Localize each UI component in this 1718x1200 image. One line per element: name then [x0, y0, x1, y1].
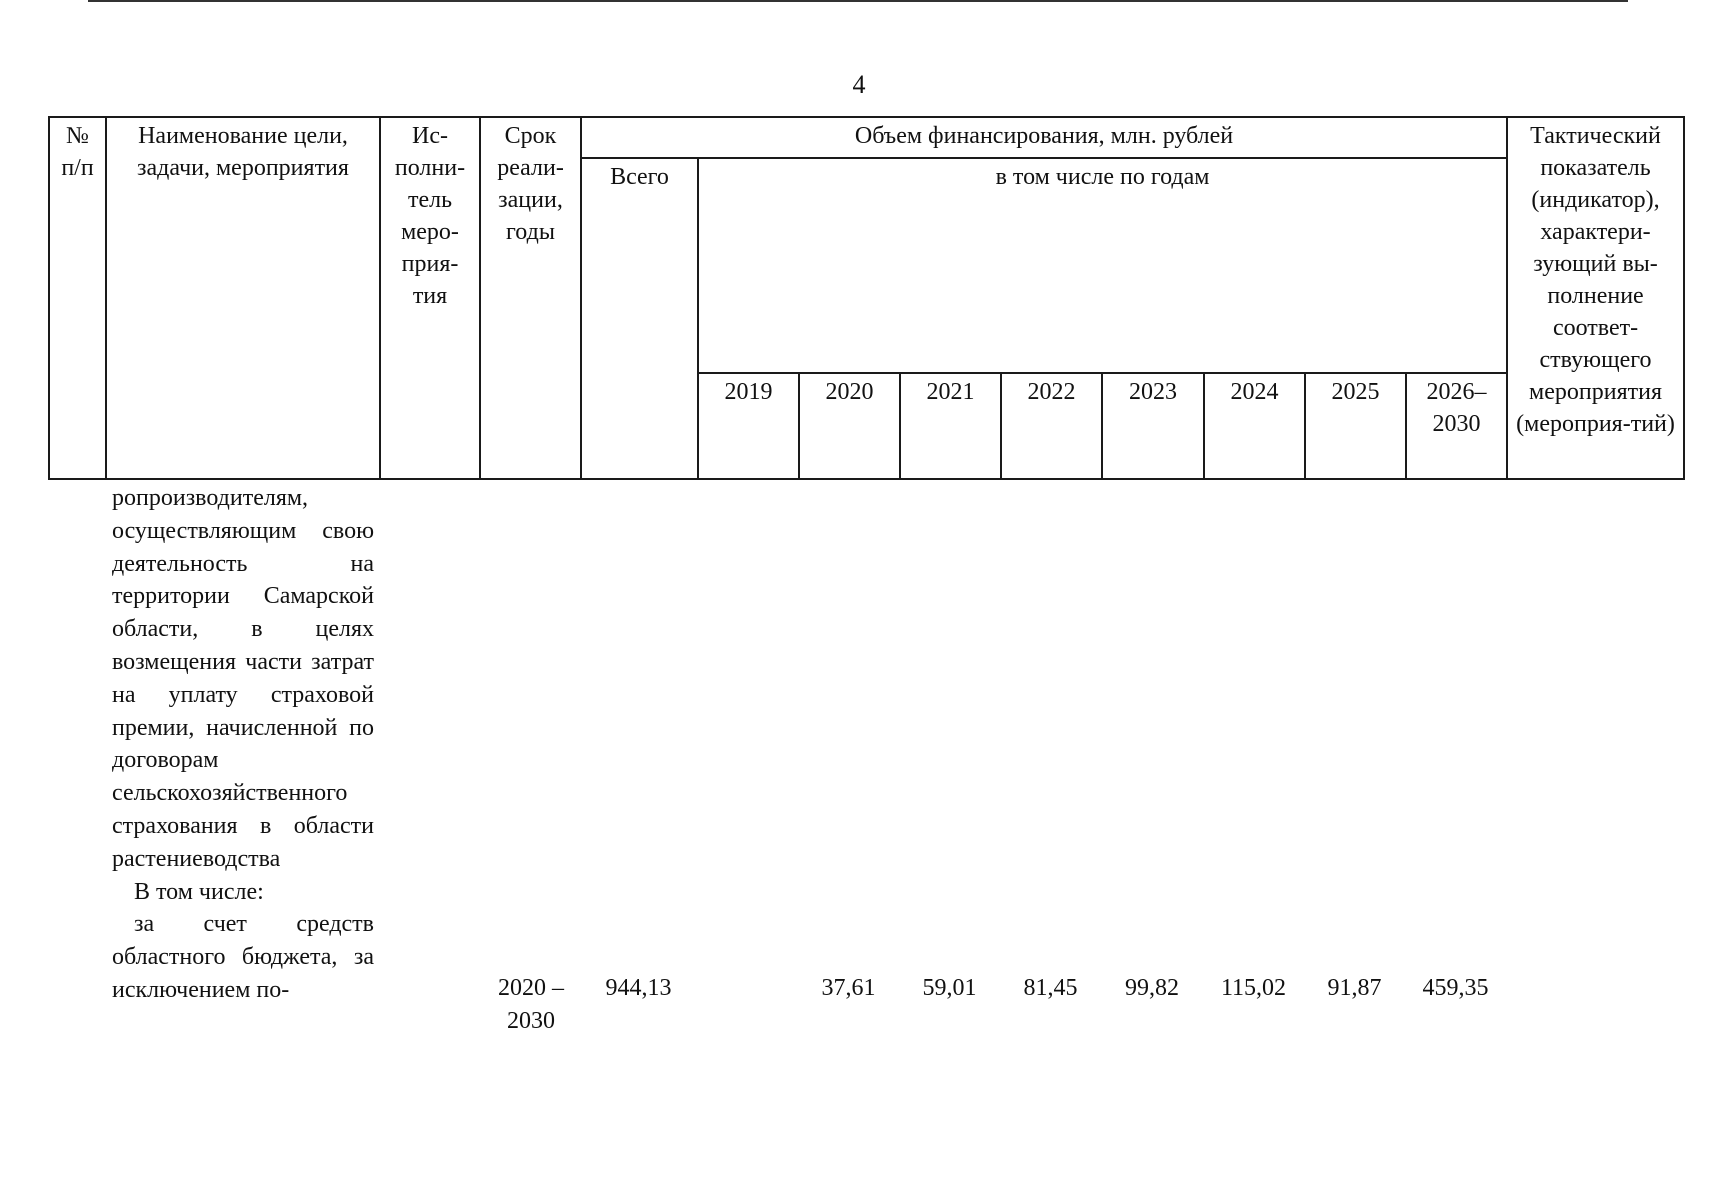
header-year-2022: 2022 — [1001, 373, 1102, 479]
row-period: 2020 – 2030 — [498, 975, 564, 1034]
row-description: ропроизводителям, осуществляющим свою деятельность на территории Самарской области, в целях возмещения части затрат на уплату страховой премии, начисленной по договорам сельскохозяйственного страхования в области растениеводства — [112, 485, 374, 872]
header-year-2021: 2021 — [900, 373, 1001, 479]
row-value-2022: 81,45 — [1023, 975, 1078, 1001]
header-indicator: Тактический показатель (индикатор), характери-зующий вы-полнение соответ-ствующего мероприятия (мероприя-тий) — [1507, 117, 1684, 479]
row-value-2024: 115,02 — [1220, 975, 1287, 1001]
row-label: за счет средств областного бюджета, за исключением по- — [112, 911, 374, 1003]
row-value-2023: 99,82 — [1125, 975, 1179, 1001]
header-year-2026-2030: 2026–2030 — [1406, 373, 1507, 479]
header-year-2024: 2024 — [1204, 373, 1305, 479]
row-description-block — [112, 482, 374, 1007]
header-funding: Объем финансирования, млн. рублей — [581, 117, 1507, 158]
including-label: В том числе: — [134, 878, 264, 905]
header-total: Всего — [581, 158, 698, 479]
row-value-2021: 59,01 — [922, 975, 977, 1001]
page-number: 4 — [852, 70, 866, 99]
header-name: Наименование цели, задачи, мероприятия — [106, 117, 380, 479]
header-executor: Ис-полни-тель меро-прия-тия — [380, 117, 480, 479]
header-period: Срок реали-зации, годы — [480, 117, 581, 479]
header-by-years: в том числе по годам — [698, 158, 1507, 373]
header-year-2025: 2025 — [1305, 373, 1406, 479]
row-value-2020: 37,61 — [821, 975, 876, 1001]
header-year-2019: 2019 — [698, 373, 799, 479]
header-table — [48, 116, 1685, 480]
top-rule — [88, 0, 1628, 2]
row-value-2025: 91,87 — [1327, 975, 1382, 1001]
header-year-2020: 2020 — [799, 373, 900, 479]
row-value-2026-2030: 459,35 — [1422, 975, 1489, 1001]
row-total: 944,13 — [605, 975, 672, 1001]
header-year-2023: 2023 — [1102, 373, 1204, 479]
header-num: № п/п — [49, 117, 106, 479]
